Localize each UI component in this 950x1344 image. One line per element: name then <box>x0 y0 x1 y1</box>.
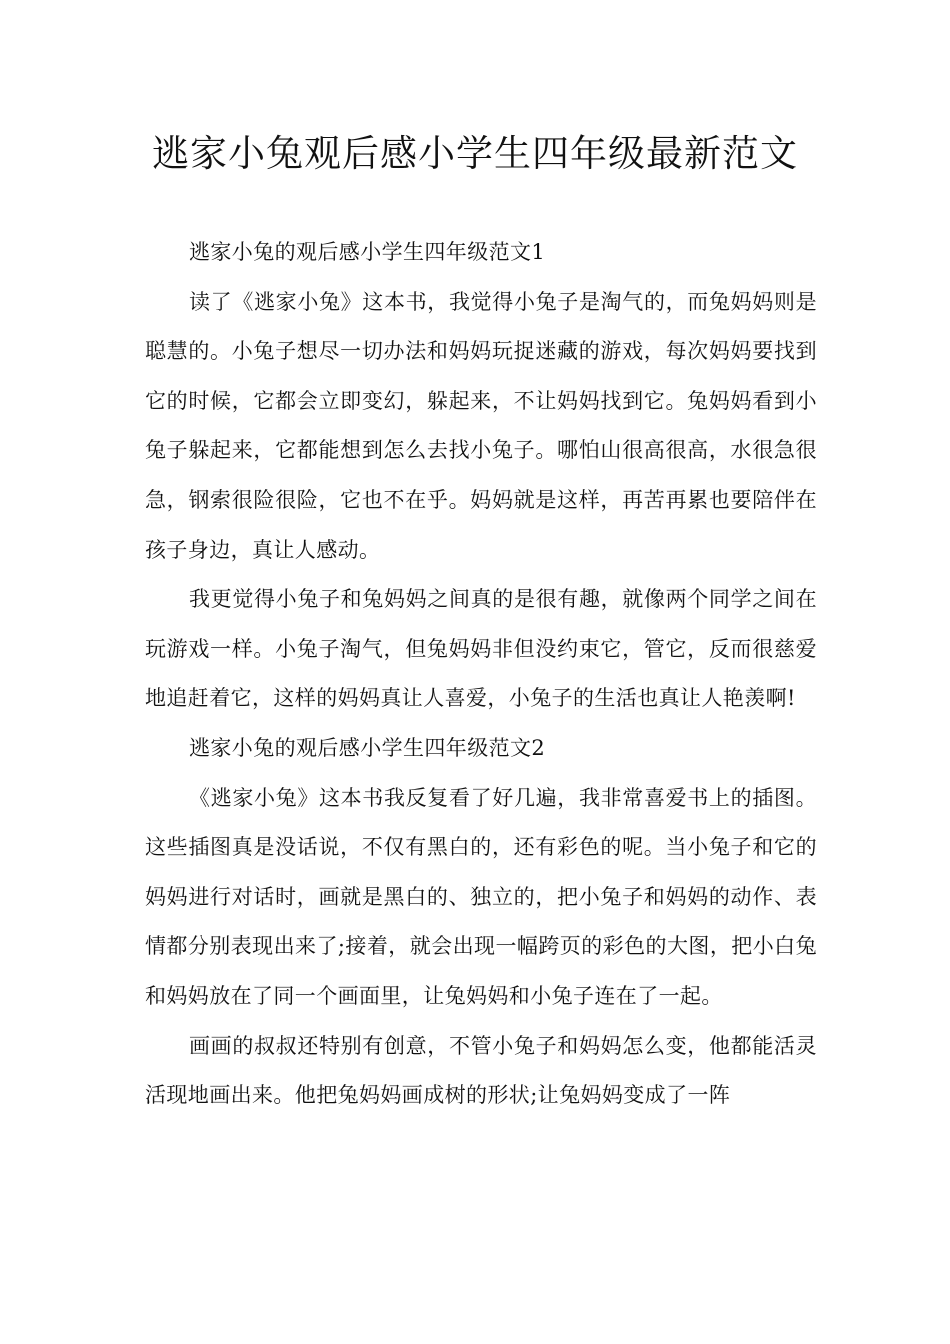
section-heading-1: 逃家小兔的观后感小学生四年级范文1 <box>189 240 546 264</box>
body-paragraph: 读了《逃家小兔》这本书，我觉得小兔子是淘气的，而兔妈妈则是聪慧的。小兔子想尽一切办法和妈妈玩捉迷藏的游戏，每次妈妈要找到它的时候，它都会立即变幻，躲起来，不让妈妈找到它。兔妈妈看到小兔子躲起来，它都能想到怎么去找小兔子。哪怕山很高很高，水很急很急，钢索很险很险，它也不在乎。妈妈就是这样，再苦再累也要陪伴在孩子身边，真让人感动。 <box>145 289 817 562</box>
body-paragraph: 我更觉得小兔子和兔妈妈之间真的是很有趣，就像两个同学之间在玩游戏一样。小兔子淘气，但兔妈妈非但没约束它，管它，反而很慈爱地追赶着它，这样的妈妈真让人喜爱，小兔子的生活也真让人艳羡啊! <box>145 587 817 711</box>
body-paragraph: 画画的叔叔还特别有创意，不管小兔子和妈妈怎么变，他都能活灵活现地画出来。他把兔妈妈画成树的形状;让兔妈妈变成了一阵 <box>145 1033 817 1108</box>
document-body <box>145 228 817 1121</box>
section-heading-2: 逃家小兔的观后感小学生四年级范文2 <box>189 735 546 760</box>
body-paragraph: 《逃家小兔》这本书我反复看了好几遍，我非常喜爱书上的插图。这些插图真是没话说，不仅有黑白的，还有彩色的呢。当小兔子和它的妈妈进行对话时，画就是黑白的、独立的，把小兔子和妈妈的动作、表情都分别表现出来了;接着，就会出现一幅跨页的彩色的大图，把小白兔和妈妈放在了同一个画面里，让兔妈妈和小兔子连在了一起。 <box>145 785 817 1008</box>
document-title: 逃家小兔观后感小学生四年级最新范文 <box>152 132 798 175</box>
